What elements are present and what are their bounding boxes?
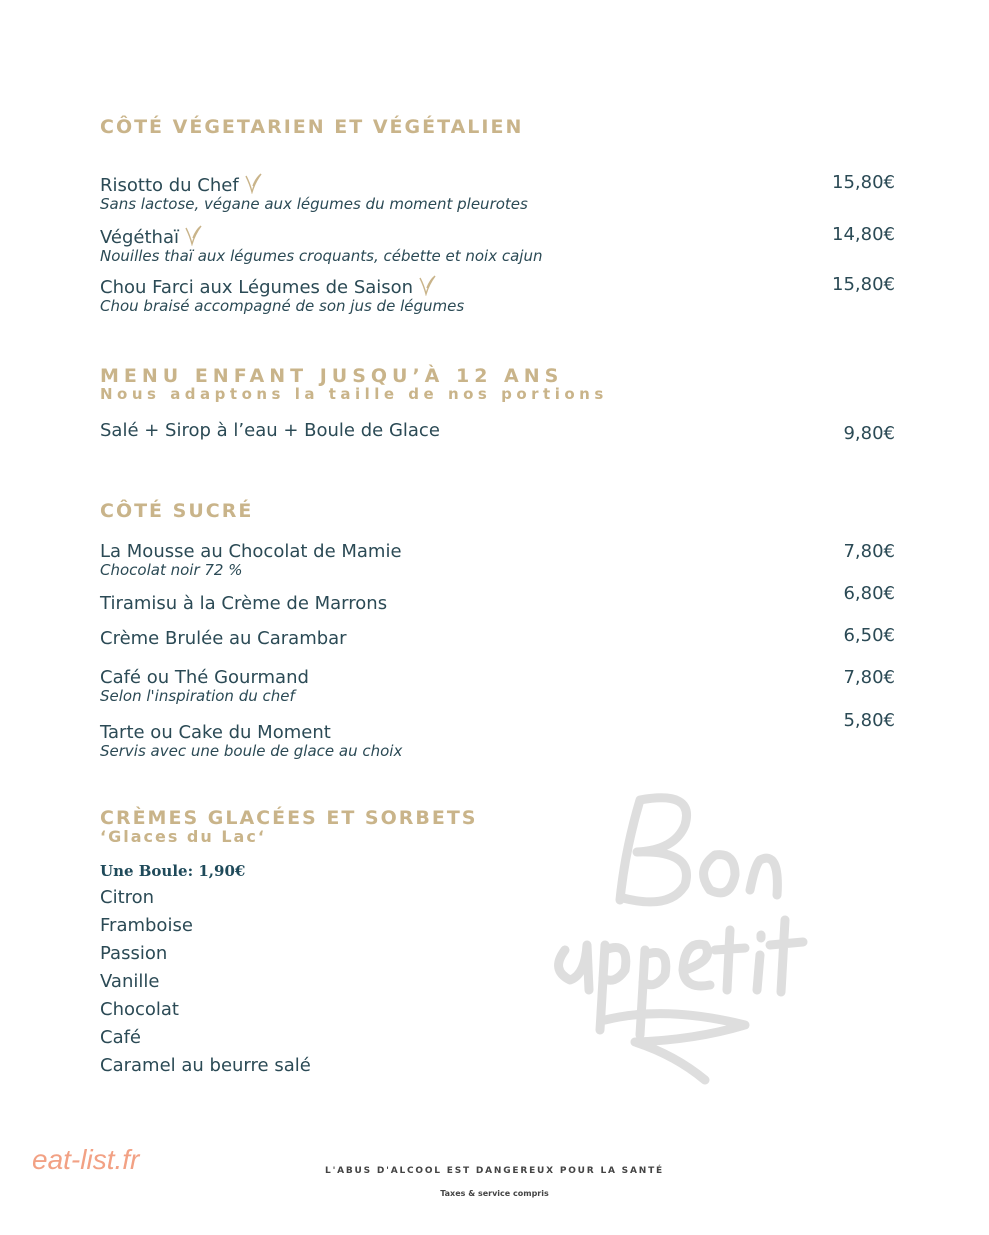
flavor-list <box>100 884 311 1080</box>
item-name: La Mousse au Chocolat de Mamie <box>100 541 402 562</box>
flavor-item: Caramel au beurre salé <box>100 1055 311 1076</box>
item-name: Café ou Thé Gourmand <box>100 667 309 688</box>
item-name: Tarte ou Cake du Moment <box>100 722 331 743</box>
section-title-desserts: CÔTÉ SUCRÉ <box>100 500 254 522</box>
item-price: 9,80€ <box>843 423 895 444</box>
flavor-item: Vanille <box>100 971 160 992</box>
item-price: 14,80€ <box>832 224 895 245</box>
taxes-note: Taxes & service compris <box>440 1189 549 1198</box>
section-title-ice-cream: CRÈMES GLACÉES ET SORBETS <box>100 807 478 829</box>
leaf-icon <box>183 224 203 246</box>
flavor-item: Café <box>100 1027 142 1048</box>
alcohol-warning: L'ABUS D'ALCOOL EST DANGEREUX POUR LA SANTÉ <box>325 1166 664 1176</box>
item-description: Chou braisé accompagné de son jus de légumes <box>100 297 465 315</box>
item-price: 5,80€ <box>843 710 895 731</box>
item-price: 15,80€ <box>832 274 895 295</box>
section-title-kids-menu: MENU ENFANT JUSQU’À 12 ANS <box>100 365 564 387</box>
menu-item <box>100 224 895 265</box>
menu-item <box>100 667 895 705</box>
item-price: 15,80€ <box>832 172 895 193</box>
item-price: 7,80€ <box>843 541 895 562</box>
item-name: Tiramisu à la Crème de Marrons <box>100 593 388 614</box>
item-name: Salé + Sirop à l’eau + Boule de Glace <box>100 420 440 441</box>
item-price: 7,80€ <box>843 667 895 688</box>
item-description: Servis avec une boule de glace au choix <box>100 742 403 760</box>
site-watermark: eat-list.fr <box>32 1144 140 1175</box>
section-title-vegetarian: CÔTÉ VÉGETARIEN ET VÉGÉTALIEN <box>100 116 524 138</box>
section-subtitle-ice-cream: ‘Glaces du Lac‘ <box>100 827 266 846</box>
menu-item <box>100 274 895 315</box>
menu-item <box>100 420 895 444</box>
leaf-icon <box>417 274 437 296</box>
menu-item <box>100 710 895 760</box>
flavor-item: Chocolat <box>100 999 179 1020</box>
flavor-item: Framboise <box>100 915 193 936</box>
item-name: Chou Farci aux Légumes de Saison <box>100 277 414 298</box>
menu-item <box>100 172 895 213</box>
item-description: Sans lactose, végane aux légumes du moment pleurotes <box>100 195 528 213</box>
menu-item <box>100 583 895 614</box>
bon-appetit-watermark <box>545 780 845 1090</box>
item-description: Nouilles thaï aux légumes croquants, cébette et noix cajun <box>100 247 543 265</box>
menu-item <box>100 541 895 579</box>
item-price: 6,50€ <box>843 625 895 646</box>
item-name: Risotto du Chef <box>100 175 239 196</box>
menu-item <box>100 625 895 649</box>
item-name: Crème Brulée au Carambar <box>100 628 347 649</box>
item-description: Chocolat noir 72 % <box>100 561 243 579</box>
scoop-price-label: Une Boule: 1,90€ <box>100 862 246 880</box>
item-name: Végéthaï <box>100 227 179 248</box>
item-description: Selon l'inspiration du chef <box>100 687 295 705</box>
flavor-item: Citron <box>100 887 155 908</box>
section-subtitle-kids-menu: Nous adaptons la taille de nos portions <box>100 385 608 403</box>
flavor-item: Passion <box>100 943 168 964</box>
leaf-icon <box>243 172 263 194</box>
item-price: 6,80€ <box>843 583 895 604</box>
